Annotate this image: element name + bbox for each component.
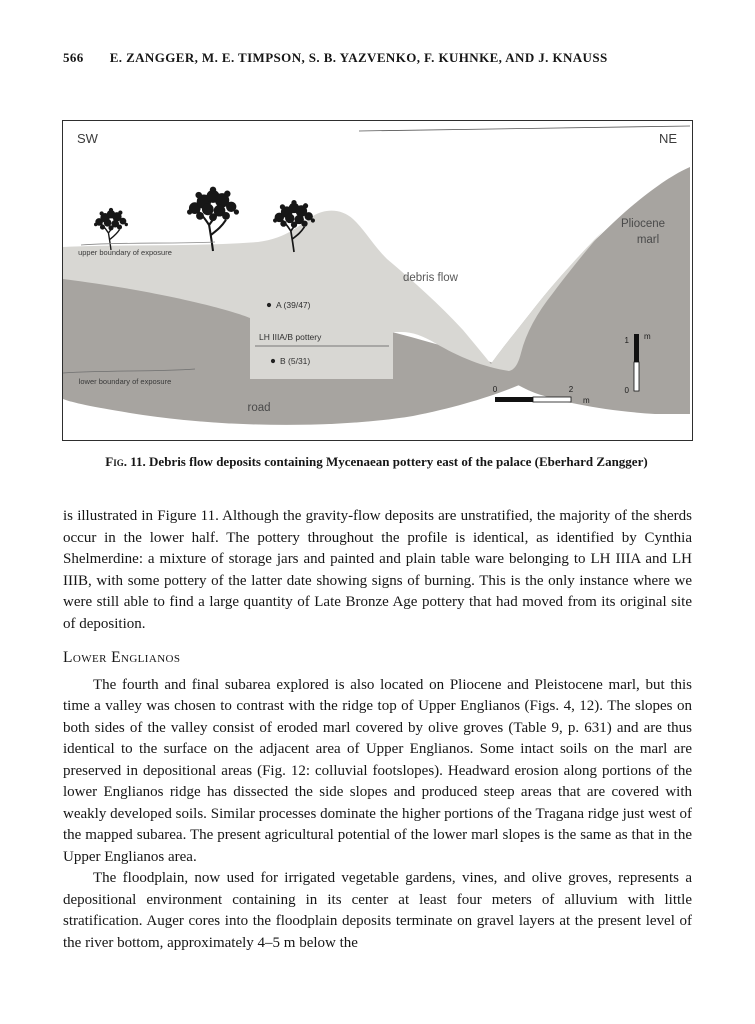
cross-section-diagram (63, 121, 690, 439)
direction-label-sw: SW (77, 131, 98, 146)
olive-tree (187, 187, 239, 251)
page-header (63, 50, 692, 66)
figure-caption-label: Fig. 11. (105, 454, 146, 469)
section-top-line (359, 126, 690, 131)
sample-point-b-label: B (5/31) (280, 356, 311, 366)
pliocene-marl-label-line1: Pliocene (620, 218, 666, 230)
figure-caption (62, 454, 691, 470)
paragraph-3: The floodplain, now used for irrigated vegetable gardens, vines, and olive groves, represents a depositional environment containing in its center at least four meters of alluvium with little stratification. Auger cores into the floodplain deposits terminate on gravel layers at the present level of the river bottom, approximately 4–5 m below the (63, 870, 692, 951)
pliocene-marl-label-line2: marl (636, 234, 660, 246)
figure-frame (62, 120, 693, 441)
pottery-label: LH IIIA/B pottery (259, 332, 322, 342)
sample-point-b-dot (271, 359, 275, 363)
upper-boundary-label: upper boundary of exposure (78, 248, 172, 257)
paragraph-1: is illustrated in Figure 11. Although the gravity-flow deposits are unstratified, the majority of the sherds occur in the lower half. The pottery throughout the profile is identical, as identified by Cynthia Shelmerdine: a mixture of storage jars and painted and plain table ware belonging to LH IIIA and LH IIIB, with some pottery of the latter date showing signs of burning. This is the only instance where we were still able to find a large quantity of Late Bronze Age pottery that had moved from its original site of deposition. (63, 508, 692, 632)
running-head-authors: E. ZANGGER, M. E. TIMPSON, S. B. YAZVENKO, F. KUHNKE, AND J. KNAUSS (109, 50, 608, 65)
vscale-0-label: 0 (624, 386, 629, 395)
hscale-m-label: m (583, 396, 590, 405)
vscale-m-label: m (644, 332, 651, 341)
hscale-2-label: 2 (568, 385, 574, 394)
section-heading: Lower Englianos (63, 649, 181, 666)
direction-label-ne: NE (659, 131, 678, 146)
sample-point-a-label: A (39/47) (276, 300, 311, 310)
figure-11 (62, 120, 693, 470)
lower-boundary-label: lower boundary of exposure (78, 377, 172, 386)
debris-flow-label: debris flow (403, 272, 458, 284)
pliocene-marl-mass (491, 167, 690, 414)
vscale-1-label: 1 (624, 336, 629, 345)
hscale-0-label: 0 (492, 385, 498, 394)
article-body (63, 506, 692, 954)
page-number: 566 (63, 50, 84, 65)
road-label: road (247, 402, 271, 414)
sample-point-a-dot (267, 303, 271, 307)
paragraph-2: The fourth and final subarea explored is also located on Pliocene and Pleistocene marl, but this time a valley was chosen to contrast with the ridge top of Upper Englianos (Figs. 4, 12). The slopes on both sides of the valley consist of eroded marl covered by olive groves (Table 9, p. 631) and are thus identical to the surface on the adjacent area of Upper Englianos. Some intact soils on the marl are preserved in depositional areas (Fig. 12: colluvial footslopes). Headward erosion along portions of the lower Englianos ridge has dissected the side slopes and produced steep areas that are covered with weakly developed soils. Similar processes dominate the higher portions of the Tragana ridge just west of the mapped subarea. The present agricultural potential of the lower marl slopes is the same as that in the Upper Englianos area. (63, 676, 692, 865)
figure-caption-text: Debris flow deposits containing Mycenaean pottery east of the palace (Eberhard Zangger) (145, 454, 648, 469)
upper-boundary-line (81, 242, 215, 245)
